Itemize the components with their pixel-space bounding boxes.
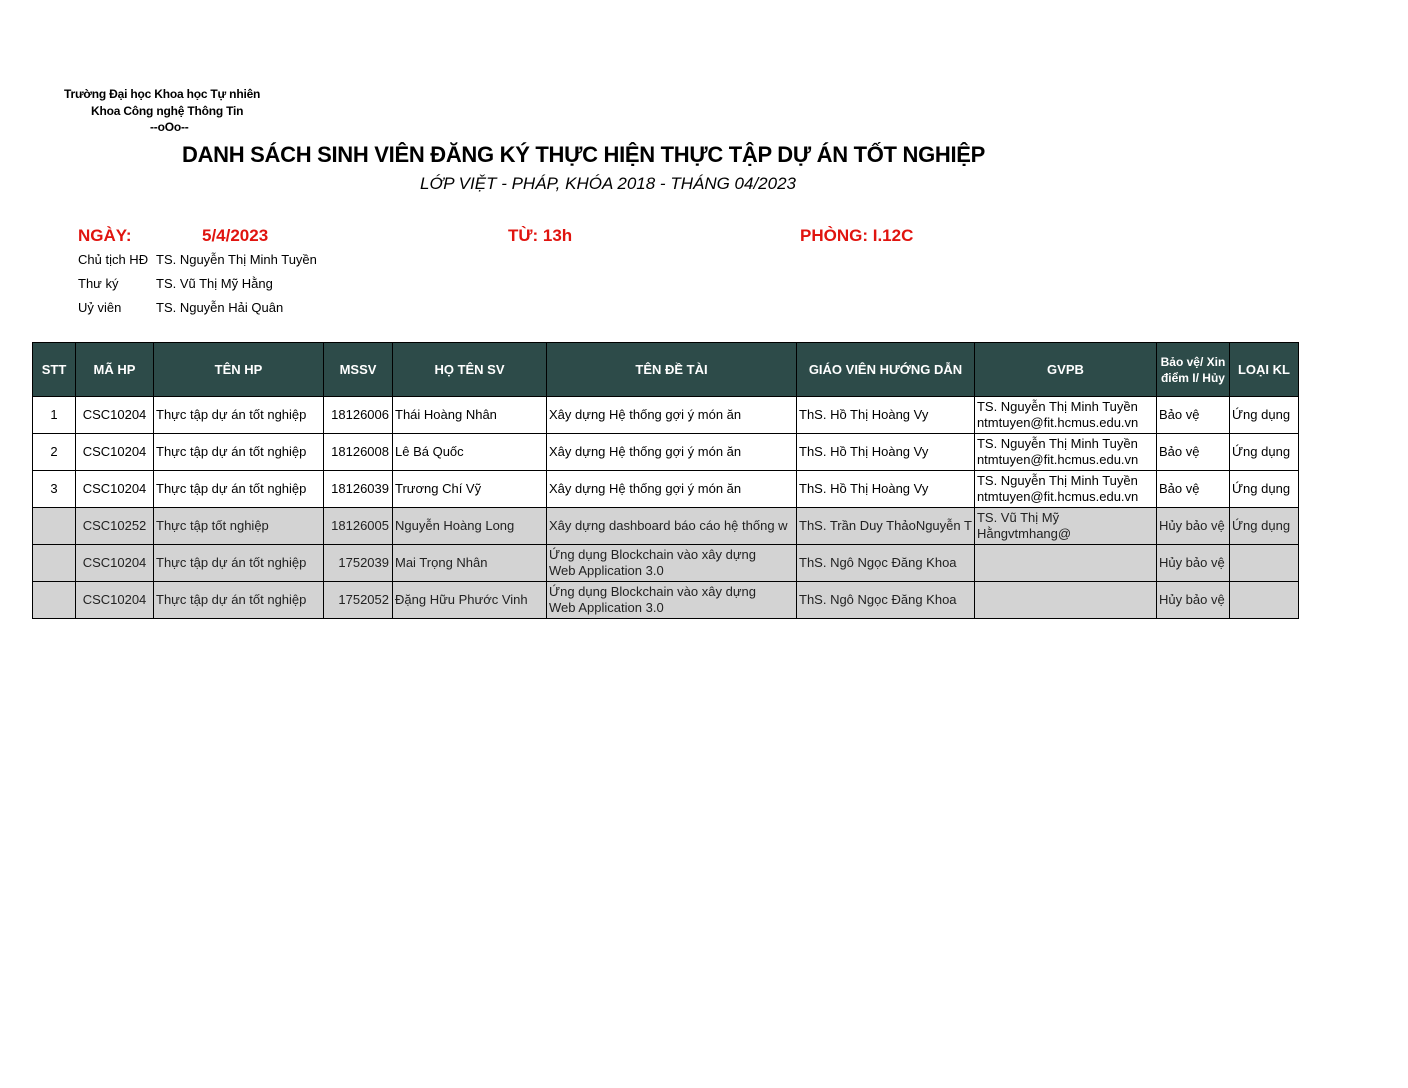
advisor-cell: ThS. Hồ Thị Hoàng Vy xyxy=(797,397,975,434)
student-id-cell: 18126005 xyxy=(324,508,393,545)
document-title: DANH SÁCH SINH VIÊN ĐĂNG KÝ THỰC HIỆN THỰC TẬP DỰ ÁN TỐT NGHIỆP xyxy=(182,142,986,167)
reviewer-cell-line: TS. Vũ Thị Mỹ Hằngvtmhang@ xyxy=(976,510,1072,541)
column-header: LOẠI KL xyxy=(1229,343,1298,397)
student-name-cell: Mai Trọng Nhân xyxy=(393,545,547,582)
document-subtitle: LỚP VIỆT - PHÁP, KHÓA 2018 - THÁNG 04/2023 xyxy=(420,174,796,193)
status-cell: Hủy bảo vệ xyxy=(1156,545,1229,582)
course-name-cell: Thực tập tốt nghiệp xyxy=(154,508,324,545)
topic-cell xyxy=(547,545,797,582)
column-header: TÊN ĐỀ TÀI xyxy=(547,343,797,397)
advisor-cell: ThS. Hồ Thị Hoàng Vy xyxy=(797,471,975,508)
student-name-cell: Đặng Hữu Phước Vinh xyxy=(393,582,547,619)
course-name-cell: Thực tập dự án tốt nghiệp xyxy=(154,545,324,582)
course-code-cell: CSC10204 xyxy=(76,582,154,619)
student-name-cell: Trương Chí Vỹ xyxy=(393,471,547,508)
topic-cell-line: Web Application 3.0 xyxy=(549,600,664,615)
topic-cell-line: Ứng dụng Blockchain vào xây dựng xyxy=(549,547,756,562)
stt-cell: 1 xyxy=(33,397,76,434)
status-cell: Hủy bảo vệ xyxy=(1156,508,1229,545)
topic-cell xyxy=(547,471,797,508)
stt-cell xyxy=(33,545,76,582)
topic-cell-line: Xây dựng Hệ thống gợi ý món ăn xyxy=(549,481,742,496)
member-label: Uỷ viên xyxy=(78,300,122,315)
course-code-cell: CSC10204 xyxy=(76,545,154,582)
table-row xyxy=(33,434,1299,471)
course-code-cell: CSC10204 xyxy=(76,434,154,471)
topic-cell-line: Xây dựng Hệ thống gợi ý món ăn xyxy=(549,444,742,459)
status-cell: Hủy bảo vệ xyxy=(1156,582,1229,619)
reviewer-cell xyxy=(974,582,1156,619)
student-name-cell: Nguyễn Hoàng Long xyxy=(393,508,547,545)
date-label: NGÀY: xyxy=(78,226,132,245)
course-code-cell: CSC10252 xyxy=(76,508,154,545)
student-table xyxy=(32,342,1299,619)
reviewer-cell xyxy=(974,434,1156,471)
student-id-cell: 18126006 xyxy=(324,397,393,434)
chair-name: TS. Nguyễn Thị Minh Tuyền xyxy=(156,252,317,267)
column-header: HỌ TÊN SV xyxy=(393,343,547,397)
topic-cell xyxy=(547,397,797,434)
course-code-cell: CSC10204 xyxy=(76,471,154,508)
thesis-type-cell: Ứng dụng xyxy=(1229,434,1298,471)
topic-cell-line: Web Application 3.0 xyxy=(549,563,664,578)
stt-cell: 2 xyxy=(33,434,76,471)
course-name-cell: Thực tập dự án tốt nghiệp xyxy=(154,582,324,619)
advisor-cell: ThS. Trần Duy ThảoNguyễn T xyxy=(797,508,975,545)
thesis-type-cell xyxy=(1229,582,1298,619)
course-name-cell: Thực tập dự án tốt nghiệp xyxy=(154,434,324,471)
stt-cell: 3 xyxy=(33,471,76,508)
advisor-cell: ThS. Ngô Ngọc Đăng Khoa xyxy=(797,545,975,582)
table-row xyxy=(33,471,1299,508)
course-name-cell: Thực tập dự án tốt nghiệp xyxy=(154,397,324,434)
thesis-type-cell: Ứng dụng xyxy=(1229,397,1298,434)
status-cell: Bảo vệ xyxy=(1156,434,1229,471)
column-header: STT xyxy=(33,343,76,397)
topic-cell-line: Ứng dụng Blockchain vào xây dựng xyxy=(549,584,756,599)
topic-cell-line: Xây dựng Hệ thống gợi ý món ăn xyxy=(549,407,742,422)
reviewer-cell-line: TS. Nguyễn Thị Minh Tuyền xyxy=(976,473,1138,488)
thesis-type-cell: Ứng dụng xyxy=(1229,508,1298,545)
topic-cell-line: Xây dựng dashboard báo cáo hệ thống w xyxy=(549,518,788,533)
status-cell: Bảo vệ xyxy=(1156,471,1229,508)
university-name: Trường Đại học Khoa học Tự nhiên xyxy=(64,87,261,101)
table-row xyxy=(33,582,1299,619)
advisor-cell: ThS. Hồ Thị Hoàng Vy xyxy=(797,434,975,471)
reviewer-cell-line: TS. Nguyễn Thị Minh Tuyền xyxy=(976,436,1138,451)
secretary-name: TS. Vũ Thị Mỹ Hằng xyxy=(156,276,273,291)
member-name: TS. Nguyễn Hải Quân xyxy=(156,300,284,315)
student-id-cell: 1752052 xyxy=(324,582,393,619)
student-id-cell: 18126008 xyxy=(324,434,393,471)
column-header: TÊN HP xyxy=(154,343,324,397)
reviewer-cell-line: TS. Nguyễn Thị Minh Tuyền xyxy=(976,399,1138,414)
column-header: GIÁO VIÊN HƯỚNG DẪN xyxy=(797,343,975,397)
reviewer-cell xyxy=(974,397,1156,434)
stt-cell xyxy=(33,582,76,619)
student-id-cell: 18126039 xyxy=(324,471,393,508)
student-name-cell: Thái Hoàng Nhân xyxy=(393,397,547,434)
session-time: TỪ: 13h xyxy=(508,226,573,245)
topic-cell xyxy=(547,434,797,471)
faculty-name: Khoa Công nghệ Thông Tin xyxy=(91,104,244,118)
topic-cell xyxy=(547,582,797,619)
reviewer-cell xyxy=(974,471,1156,508)
table-header-row xyxy=(33,343,1299,397)
secretary-label: Thư ký xyxy=(78,276,119,291)
reviewer-cell-line: ntmtuyen@fit.hcmus.edu.vn xyxy=(976,489,1139,504)
course-name-cell: Thực tập dự án tốt nghiệp xyxy=(154,471,324,508)
advisor-cell: ThS. Ngô Ngọc Đăng Khoa xyxy=(797,582,975,619)
thesis-type-cell: Ứng dụng xyxy=(1229,471,1298,508)
header-ornament: --oOo-- xyxy=(150,120,189,134)
reviewer-cell xyxy=(974,545,1156,582)
session-room: PHÒNG: I.12C xyxy=(800,226,914,245)
table-row xyxy=(33,545,1299,582)
reviewer-cell-line: ntmtuyen@fit.hcmus.edu.vn xyxy=(976,415,1139,430)
chair-label: Chủ tịch HĐ xyxy=(78,252,149,267)
status-cell: Bảo vệ xyxy=(1156,397,1229,434)
stt-cell xyxy=(33,508,76,545)
topic-cell xyxy=(547,508,797,545)
session-date: 5/4/2023 xyxy=(202,226,269,245)
table-row xyxy=(33,508,1299,545)
column-header: Bảo vệ/ Xin điểm I/ Hủy xyxy=(1156,343,1229,397)
course-code-cell: CSC10204 xyxy=(76,397,154,434)
reviewer-cell xyxy=(974,508,1156,545)
column-header: MÃ HP xyxy=(76,343,154,397)
column-header: MSSV xyxy=(324,343,393,397)
column-header: GVPB xyxy=(974,343,1156,397)
student-name-cell: Lê Bá Quốc xyxy=(393,434,547,471)
table-row xyxy=(33,397,1299,434)
thesis-type-cell xyxy=(1229,545,1298,582)
student-id-cell: 1752039 xyxy=(324,545,393,582)
reviewer-cell-line: ntmtuyen@fit.hcmus.edu.vn xyxy=(976,452,1139,467)
